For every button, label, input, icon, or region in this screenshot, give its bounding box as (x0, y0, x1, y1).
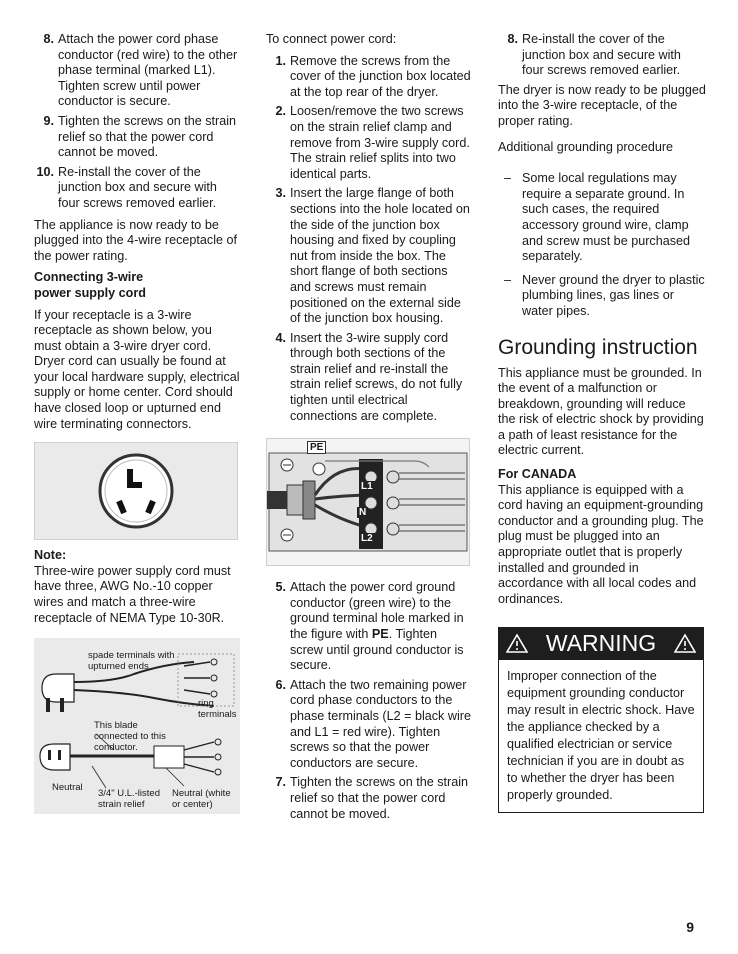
step-6: 6. Attach the two remaining power cord phase conductors to the phase terminals (L2 = black wire and L1 = red wire). Tighten screws so that the power conductors are secure. (275, 677, 471, 770)
label-neutral-white: Neutral (white or center) (172, 788, 231, 811)
step-8: 8. Attach the power cord phase conductor (red wire) to the other phase terminal (marked L1). Tighten screw until power conductor is secure. (43, 32, 238, 109)
step-2: 2. Loosen/remove the two screws on the strain relief clamp and remove from 3-wire supply cord. The strain relief splits into two identical parts. (275, 104, 470, 181)
step-8-col3: 8. Re-install the cover of the junction box and secure with four screws removed earlier. (507, 32, 681, 78)
step-9: 9. Tighten the screws on the strain relief so that the power cord cannot be moved. (43, 113, 237, 160)
label-ring: ring terminals (198, 698, 237, 721)
receptacle-icon (35, 443, 237, 539)
note-text: Three-wire power supply cord must have three, AWG No.-10 copper wires and match a three-wire receptacle of NEMA Type 10-30R. (34, 563, 231, 625)
step-7: 7. Tighten the screws on the strain relief so that the power cord cannot be moved. (275, 775, 469, 821)
warning-panel (498, 627, 704, 813)
step-5: 5. Attach the power cord ground conductor (green wire) to the ground terminal hole marked in the figure with PE. Tighten screw until ground conductor is secure. (275, 580, 464, 673)
intro-text: To connect power cord: (266, 32, 397, 46)
section-heading: Connecting 3-wire power supply cord (34, 270, 146, 300)
terminal-block-icon (267, 439, 469, 565)
column-2 (266, 32, 472, 826)
warning-triangle-icon (674, 633, 696, 653)
grounding-title: Grounding instruction (498, 335, 698, 359)
receptacle-figure (34, 442, 238, 540)
grounding-text: This appliance must be grounded. In the event of a malfunction or breakdown, grounding will reduce the risk of electric shock by providing a path of least resistance for the electric current. (498, 365, 704, 458)
additional-heading: Additional grounding procedure (498, 139, 674, 154)
step-1: 1. Remove the screws from the cover of the junction box located at the top rear of the dryer. (275, 53, 471, 99)
ready-text: The appliance is now ready to be plugged into the 4-wire receptacle of the power rating. (34, 217, 238, 263)
page-number: 9 (686, 919, 694, 935)
l2-label: L2 (361, 533, 373, 545)
warning-header (498, 627, 704, 659)
ready-text-col3: The dryer is now ready to be plugged into the 3-wire receptacle, of the proper rating. (498, 82, 706, 128)
dash-list (498, 171, 706, 319)
column-1 (34, 32, 240, 814)
steps-list-3 (498, 32, 706, 79)
canada-heading: For CANADA (498, 467, 577, 482)
step-4: 4. Insert the 3-wire supply cord through both sections of the strain relief and re-install the strain relief screws, do not fully tighten until electrical connections are complete. (275, 330, 463, 423)
steps-list-2b (266, 580, 472, 822)
dash-item-2: – Never ground the dryer to plastic plumbing lines, gas lines or water pipes. (504, 272, 705, 318)
warning-title: WARNING (545, 629, 657, 656)
note-title: Note: (34, 548, 67, 563)
n-label: N (359, 507, 367, 519)
warning-triangle-icon (506, 633, 528, 653)
terminal-block-figure (266, 438, 470, 566)
steps-list-1 (34, 32, 240, 212)
pe-label: PE (307, 441, 326, 454)
dash-item-1: – Some local regulations may require a separate ground. In such cases, the required accessory ground wire, clamp and screw must be purchased separately. (504, 171, 691, 264)
label-neutral: Neutral (52, 782, 83, 794)
canada-text: This appliance is equipped with a cord having an equipment-grounding conductor and a grounding plug. The plug must be plugged into an appropriate outlet that is properly installed and grounded in accordance with all local codes and ordinances. (498, 482, 704, 606)
steps-list-2a (266, 54, 472, 425)
step-3: 3. Insert the large flange of both sections into the hole located on the side of the junction box housing and fixed by coupling nut from inside the box. The short flange of both sections and screws must remain positioned on the external side of the junction box housing. (275, 186, 470, 326)
label-spade: spade terminals with upturned ends (88, 650, 175, 673)
l1-label: L1 (361, 481, 373, 493)
step-10: 10. Re-install the cover of the junction box and secure with four screws removed earlier. (36, 164, 217, 210)
body-text: If your receptacle is a 3-wire receptacle as shown below, you must obtain a 3-wire dryer cord. Dryer cord can usually be found at your local hardware supply, electrical supply or home center. Cord should have closed loop or upturned end wire terminating connectors. (34, 307, 240, 431)
column-3 (498, 32, 706, 813)
label-blade: This blade connected to this conductor. (94, 720, 166, 754)
cord-figure (34, 638, 240, 814)
warning-text: Improper connection of the equipment grounding conductor may result in electric shock. Have the appliance checked by a qualified electrician or service technician if you are in doubt as to whether the dryer has been properly grounded. (498, 659, 704, 813)
label-strain-relief: 3/4" U.L.-listed strain relief (98, 788, 160, 811)
